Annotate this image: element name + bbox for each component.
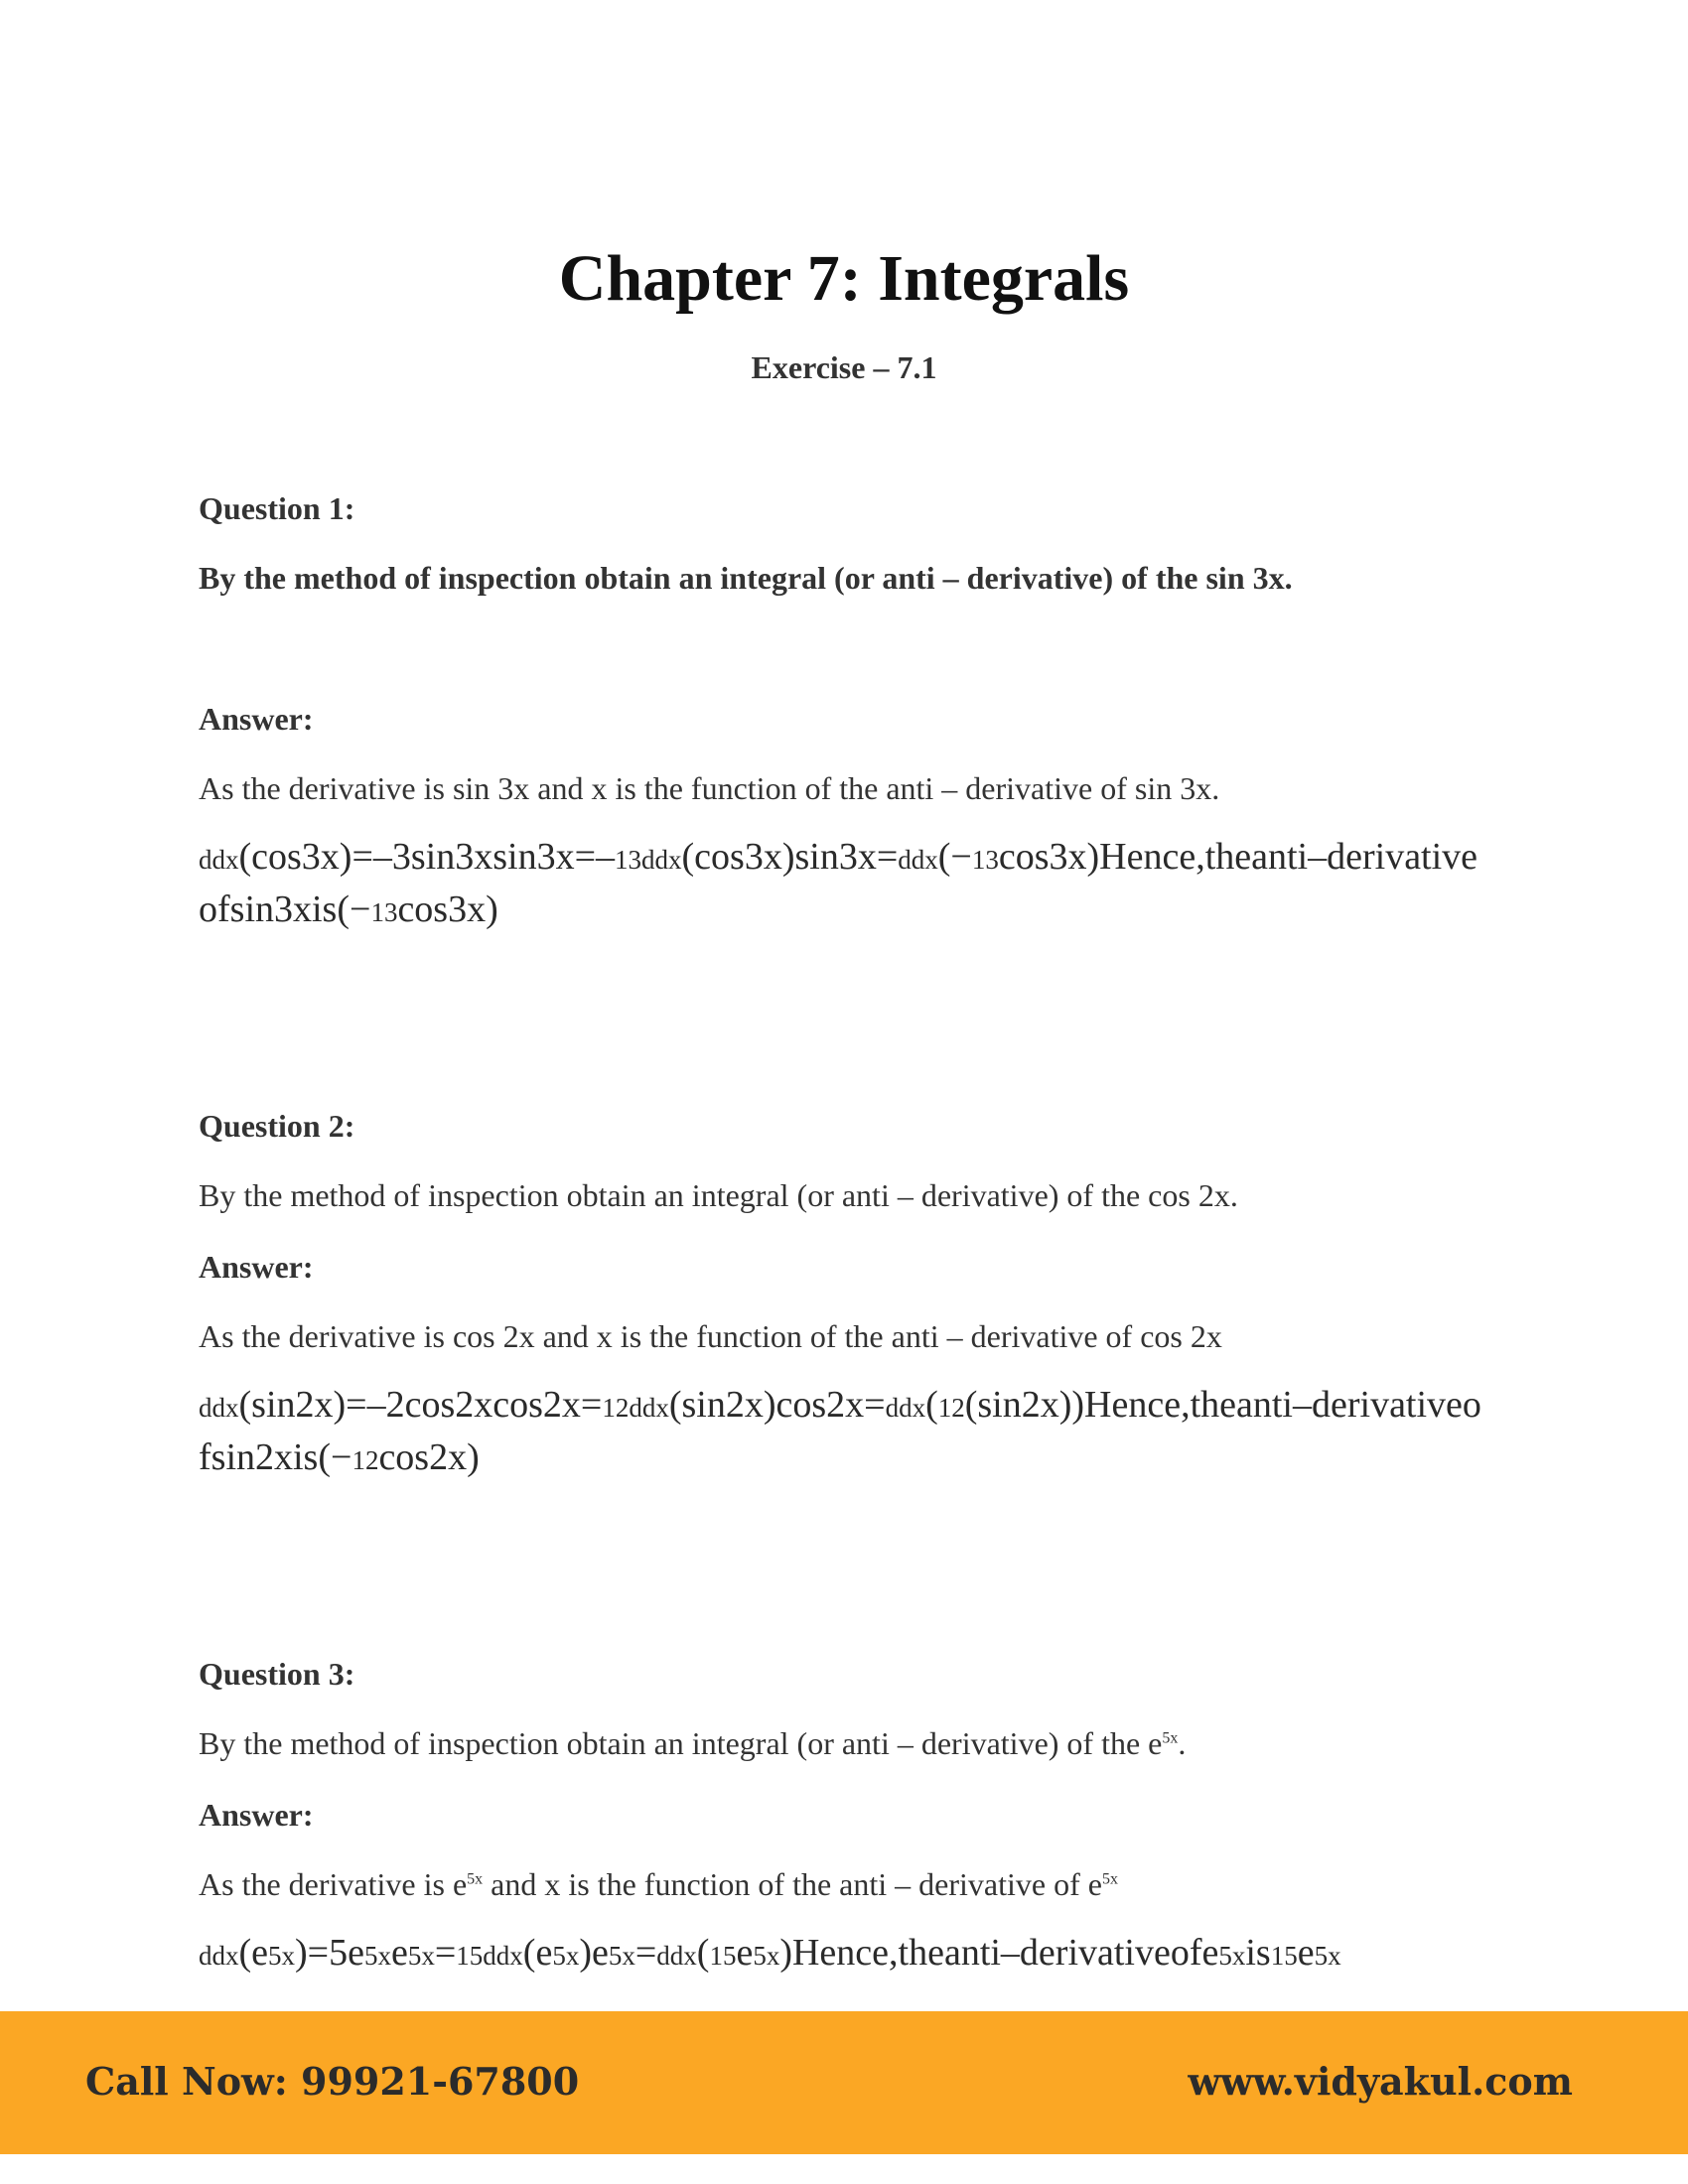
answer-3-block [199,1797,1509,1834]
page-title: Chapter 7: Integrals [558,242,1130,315]
question-heading: Question 2: [199,1108,355,1144]
bottom-margin [0,2154,1688,2184]
question-2-block [199,1108,1509,1145]
answer-1-text-block [199,770,1509,807]
question-2-text-block [199,1177,1509,1214]
question-3-block [199,1656,1509,1693]
answer-3-math-block [199,1928,1509,1980]
answer-2-text-block [199,1318,1509,1355]
math-expression: ddx(sin2x)=–2cos2xcos2x=12ddx(sin2x)cos2x=ddx(12(sin2x))Hence,theanti–derivativeofsin2xis(−12cos2x) [199,1384,1481,1478]
answer-text: As the derivative is cos 2x and x is the function of the anti – derivative of cos 2x [199,1318,1222,1354]
call-now-phone[interactable]: Call Now: 99921-67800 [85,2059,580,2104]
answer-text: As the derivative is sin 3x and x is the function of the anti – derivative of sin 3x. [199,770,1220,806]
answer-heading: Answer: [199,701,314,737]
question-text: By the method of inspection obtain an integral (or anti – derivative) of the sin 3x. [199,560,1293,596]
answer-text: As the derivative is $e^{5x}$ and x is the function of the anti – derivative of $e^{5x}$ [199,1866,1118,1902]
answer-3-text-block [199,1866,1509,1903]
question-text: By the method of inspection obtain an integral (or anti – derivative) of the cos 2x. [199,1177,1238,1213]
answer-heading: Answer: [199,1249,314,1285]
page-subtitle: Exercise – 7.1 [751,349,937,385]
question-text: By the method of inspection obtain an integral (or anti – derivative) of the $e^{5x}$. [199,1725,1187,1761]
answer-2-math-block [199,1380,1509,1485]
math-expression: ddx(cos3x)=–3sin3xsin3x=–13ddx(cos3x)sin3x=ddx(−13cos3x)Hence,theanti–derivativeofsin3xis(−13cos3x) [199,836,1478,930]
footer-banner [0,2011,1688,2154]
website-link[interactable]: www.vidyakul.com [1188,2059,1573,2104]
question-1-block [199,490,1509,527]
answer-1-math-block [199,832,1509,937]
answer-1-block [199,701,1509,738]
question-1-text-block [199,560,1509,597]
question-3-text-block [199,1725,1509,1762]
answer-2-block [199,1249,1509,1286]
question-heading: Question 3: [199,1656,355,1692]
math-expression: ddx(e5x)=5e5xe5x=15ddx(e5x)e5x=ddx(15e5x)Hence,theanti–derivativeofe5xis15e5x [199,1932,1341,1974]
question-heading: Question 1: [199,490,355,526]
answer-heading: Answer: [199,1797,314,1833]
